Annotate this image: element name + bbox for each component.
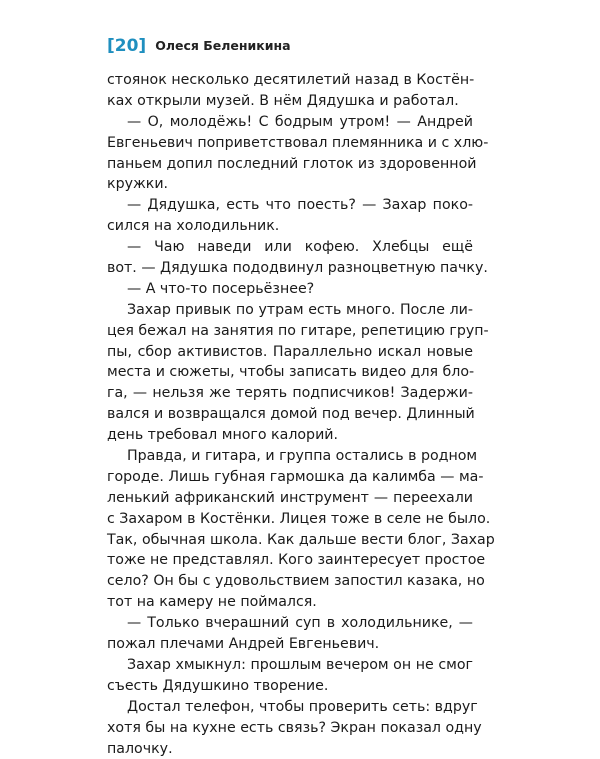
text-line: Захар хмыкнул: прошлым вечером он не смог [107, 655, 473, 676]
text-line: село? Он бы с удовольствием запостил казака, но [107, 571, 473, 592]
text-line: места и сюжеты, чтобы записать видео для бло- [107, 362, 473, 383]
text-line: — А что-то посерьёзнее? [107, 279, 473, 300]
author-name: Олеся Беленикина [155, 36, 290, 56]
text-line: Так, обычная школа. Как дальше вести блог, Захар [107, 530, 473, 551]
text-line: городе. Лишь губная гармошка да калимба — ма- [107, 467, 473, 488]
text-line: паньем допил последний глоток из здоровенной [107, 154, 473, 175]
text-line: вот. — Дядушка пододвинул разноцветную пачку. [107, 258, 473, 279]
text-line: — Только вчерашний суп в холодильнике, — [107, 613, 473, 634]
text-line: — О, молодёжь! С бодрым утром! — Андрей [107, 112, 473, 133]
text-line: пожал плечами Андрей Евгеньевич. [107, 634, 473, 655]
text-line: цея бежал на занятия по гитаре, репетицию груп- [107, 321, 473, 342]
text-line: тоже не представлял. Кого заинтересует простое [107, 550, 473, 571]
text-line: Правда, и гитара, и группа остались в родном [107, 446, 473, 467]
page-number: [20] [107, 36, 146, 56]
text-line: ленький африканский инструмент — переехали [107, 488, 473, 509]
text-line: — Чаю наведи или кофею. Хлебцы ещё [107, 237, 473, 258]
text-line: кружки. [107, 174, 473, 195]
text-line: ках открыли музей. В нём Дядушка и работал. [107, 91, 473, 112]
text-line: — Дядушка, есть что поесть? — Захар поко- [107, 195, 473, 216]
text-line: сился на холодильник. [107, 216, 473, 237]
text-line: с Захаром в Костёнки. Лицея тоже в селе не было. [107, 509, 473, 530]
text-line: Достал телефон, чтобы проверить сеть: вдруг [107, 697, 473, 718]
text-line: день требовал много калорий. [107, 425, 473, 446]
running-header [107, 33, 291, 59]
text-line: стоянок несколько десятилетий назад в Костён- [107, 70, 473, 91]
text-line: пы, сбор активистов. Параллельно искал новые [107, 342, 473, 363]
text-line: вался и возвращался домой под вечер. Длинный [107, 404, 473, 425]
text-line: палочку. [107, 739, 473, 759]
text-line: Евгеньевич поприветствовал племянника и с хлю- [107, 133, 473, 154]
text-line: га, — нельзя же терять подписчиков! Задержи- [107, 383, 473, 404]
body-text [107, 70, 473, 759]
text-line: тот на камеру не поймался. [107, 592, 473, 613]
text-line: съесть Дядушкино творение. [107, 676, 473, 697]
text-line: Захар привык по утрам есть много. После ли- [107, 300, 473, 321]
text-line: хотя бы на кухне есть связь? Экран показал одну [107, 718, 473, 739]
